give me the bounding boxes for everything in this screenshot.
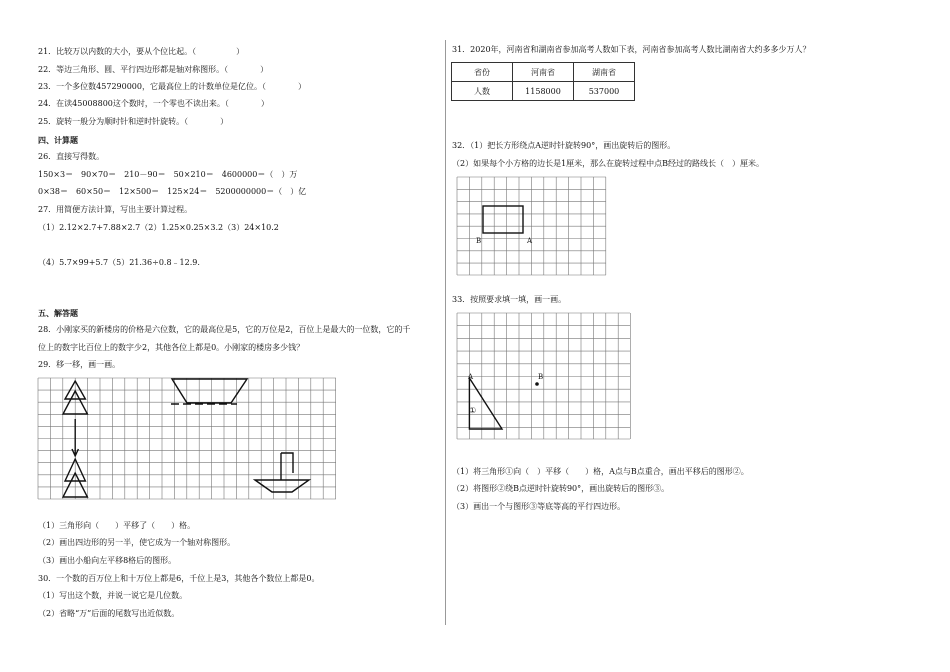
q33-grid bbox=[456, 312, 631, 440]
q32-line2: （2）如果每个小方格的边长是1厘米，那么在旋转过程中点B经过的路线长（ ）厘米。 bbox=[452, 159, 765, 168]
point-a2-label: A bbox=[468, 373, 474, 381]
q29-grid bbox=[37, 377, 337, 505]
q22: 22．等边三角形、圆、平行四边形都是轴对称图形。（ ） bbox=[38, 65, 269, 74]
q26-row2: 0×38＝ 60×50＝ 12×500＝ 125×24＝ 5200000000＝（ ）亿 bbox=[38, 187, 307, 196]
table-row bbox=[452, 82, 635, 101]
point-a-label: A bbox=[527, 237, 533, 245]
move-arrow bbox=[72, 419, 78, 456]
q31: 31．2020年，河南省和湖南省参加高考人数如下表，河南省参加高考人数比湖南省大约多多少万人？ bbox=[452, 45, 811, 54]
q21: 21．比较万以内数的大小，要从个位比起。（ ） bbox=[38, 47, 245, 56]
q26-row1: 150×3＝ 90×70＝ 210－90＝ 50×210＝ 4600000＝（ ）万 bbox=[38, 170, 298, 179]
table-cell: 537000 bbox=[574, 82, 635, 101]
q30-sub2: （2）省略“万”后面的尾数写出近似数。 bbox=[38, 609, 180, 618]
q29-sub2: （2）画出四边形的另一半，使它成为一个轴对称图形。 bbox=[38, 538, 236, 547]
table-header-cell: 湖南省 bbox=[574, 63, 635, 82]
table-header-cell: 省份 bbox=[452, 63, 513, 82]
q26: 26．直接写得数。 bbox=[38, 152, 105, 161]
q30-sub1: （1）写出这个数，并说一说它是几位数。 bbox=[38, 591, 188, 600]
point-b2-label: B bbox=[538, 373, 544, 381]
table-cell: 1158000 bbox=[513, 82, 574, 101]
q27-row2: （4）5.7×99+5.7（5）21.36÷0.8﹣12.9. bbox=[38, 258, 200, 267]
q23: 23．一个多位数457290000，它最高位上的计数单位是亿位。（ ） bbox=[38, 82, 306, 91]
q27-row1: （1）2.12×2.7+7.88×2.7（2）1.25×0.25×3.2（3）24×10.2 bbox=[38, 223, 279, 232]
quadrilateral-half bbox=[172, 379, 247, 403]
boat bbox=[255, 453, 309, 492]
column-divider bbox=[445, 40, 446, 625]
triangle-1-label: ① bbox=[469, 406, 477, 415]
q29-sub1: （1）三角形向（ ）平移了（ ）格。 bbox=[38, 521, 196, 530]
q33-sub1: （1）将三角形①向（ ）平移（ ）格，A点与B点重合，画出平移后的图形②。 bbox=[452, 467, 749, 476]
q25: 25．旋转一般分为顺时针和逆时针旋转。（ ） bbox=[38, 117, 229, 126]
q32-line1: 32．（1）把长方形绕点A逆时针旋转90°，画出旋转后的图形。 bbox=[452, 141, 676, 150]
table-row bbox=[452, 63, 635, 82]
q27: 27．用简便方法计算，写出主要计算过程。 bbox=[38, 205, 193, 214]
section-5-title: 五、解答题 bbox=[38, 308, 78, 318]
triangle-1 bbox=[469, 378, 502, 429]
q29-sub3: （3）画出小船向左平移8格后的图形。 bbox=[38, 556, 177, 565]
q29: 29．移一移，画一画。 bbox=[38, 360, 121, 369]
q30: 30．一个数的百万位上和十万位上都是6，千位上是3，其他各个数位上都是0。 bbox=[38, 574, 320, 583]
rectangle-shape bbox=[483, 206, 523, 233]
q28-line2: 位上的数字比百位上的数字少2，其他各位上都是0。小刚家的楼房多少钱？ bbox=[38, 343, 305, 352]
table-header-cell: 河南省 bbox=[513, 63, 574, 82]
q33: 33．按照要求填一填，画一画。 bbox=[452, 295, 567, 304]
q24: 24．在读45008800这个数时，一个零也不读出来。（ ） bbox=[38, 99, 269, 108]
q28-line1: 28．小刚家买的新楼房的价格是六位数，它的最高位是5，它的万位是2，百位上是最大的一位数，它的千 bbox=[38, 325, 411, 334]
q32-grid bbox=[456, 176, 608, 276]
section-4-title: 四、计算题 bbox=[38, 135, 78, 145]
q33-sub2: （2）将图形②绕B点逆时针旋转90°，画出旋转后的图形③。 bbox=[452, 484, 670, 493]
point-b-label: B bbox=[476, 237, 482, 245]
table-cell: 人数 bbox=[452, 82, 513, 101]
q33-sub3: （3）画出一个与图形③等底等高的平行四边形。 bbox=[452, 502, 626, 511]
exam-population-table bbox=[451, 62, 635, 101]
point-b-dot bbox=[535, 382, 539, 386]
